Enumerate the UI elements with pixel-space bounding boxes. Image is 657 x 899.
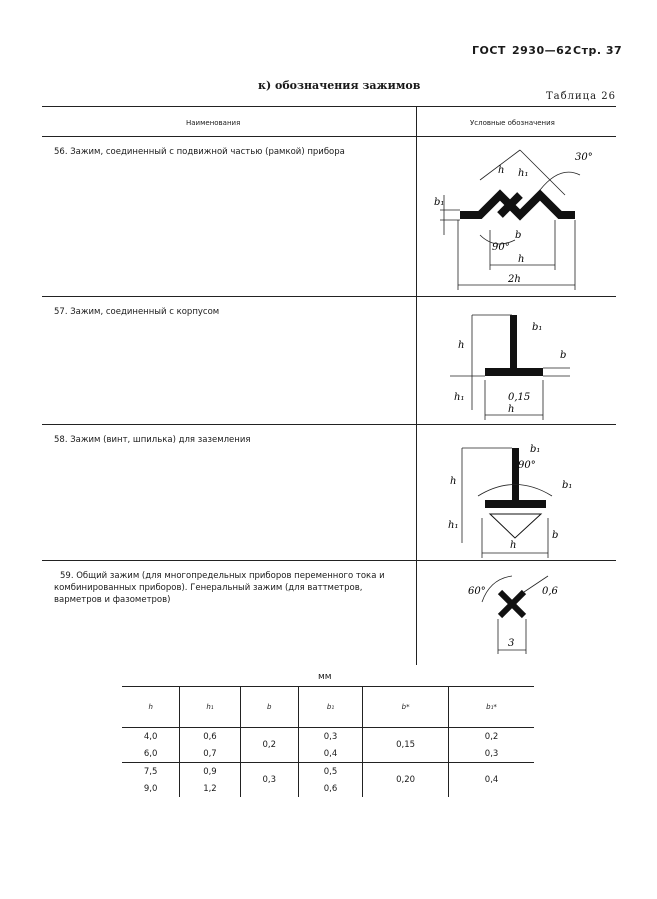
- row-59-text: 59. Общий зажим (для многопредельных приборов переменного тока и комбинированных приборов). Генеральный зажим (для ваттметров, варметров и фазометров): [54, 571, 385, 605]
- th-b-star: b*: [363, 687, 449, 728]
- d57-h: h: [458, 340, 465, 351]
- d58-angle90: 90°: [518, 460, 536, 471]
- clamp-housing-drawing: [420, 300, 616, 422]
- gost-label: ГОСТ: [472, 44, 506, 57]
- row-57-text: 57. Зажим, соединенный с корпусом: [54, 307, 220, 317]
- d56-b1: b₁: [434, 197, 445, 208]
- cell-b1: 0,4: [298, 745, 362, 763]
- cell-b1: 0,5: [298, 763, 362, 781]
- row-divider: [42, 424, 616, 425]
- d58-b1-right: b₁: [562, 480, 573, 491]
- d58-b: b: [552, 530, 559, 541]
- row-58-text: 58. Зажим (винт, шпилька) для заземления: [54, 435, 251, 445]
- cell-b1-star: 0,2: [449, 728, 534, 746]
- d58-h1: h₁: [448, 520, 459, 531]
- d59-three: 3: [508, 638, 515, 649]
- d57-h-bottom: h: [508, 404, 515, 415]
- row-divider: [42, 296, 616, 297]
- table-header-border: [42, 136, 616, 137]
- cell-b-star: 0,20: [363, 763, 449, 798]
- cell-b1-star: 0,3: [449, 745, 534, 763]
- table-row: [122, 745, 534, 763]
- d56-h: h: [498, 165, 505, 176]
- cell-h1: 0,6: [180, 728, 240, 746]
- cell-h: 7,5: [143, 766, 158, 777]
- th-h1: h₁: [180, 687, 240, 728]
- row-56-text: 56. Зажим, соединенный с подвижной частью (рамкой) прибора: [54, 147, 345, 157]
- cell-b: 0,2: [240, 728, 298, 763]
- table-top-border: [42, 106, 616, 107]
- th-b1-star: b₁*: [449, 687, 534, 728]
- cell-h1: 0,9: [180, 763, 240, 781]
- table-label: Таблица 26: [546, 91, 616, 102]
- d56-h-bottom: h: [518, 254, 525, 265]
- table-column-divider: [416, 107, 417, 665]
- th-b: b: [240, 687, 298, 728]
- cell-h1: 1,2: [180, 780, 240, 797]
- mm-unit-label: мм: [318, 672, 332, 682]
- d59-val: 0,6: [542, 586, 558, 597]
- cell-h1: 0,7: [180, 745, 240, 763]
- d58-b1: b₁: [530, 444, 541, 455]
- d58-h-bottom: h: [510, 540, 517, 551]
- d56-h1: h₁: [518, 168, 529, 179]
- table-row: [122, 687, 534, 728]
- cell-b1: 0,6: [298, 780, 362, 797]
- clamp-ground-drawing: [420, 428, 616, 560]
- d56-2h: 2h: [508, 274, 521, 285]
- table-row: [122, 763, 534, 781]
- table-row: [122, 728, 534, 746]
- d57-b: b: [560, 350, 567, 361]
- th-h: h: [148, 703, 153, 711]
- d56-angle90: 90°: [492, 242, 510, 253]
- th-b1: b₁: [298, 687, 362, 728]
- gost-number: 2930—62: [512, 44, 573, 57]
- cell-b1-star: 0,4: [449, 763, 534, 798]
- cell-b: 0,3: [240, 763, 298, 798]
- clamp-moving-part-drawing: [420, 140, 616, 295]
- cell-h: 6,0: [143, 748, 158, 759]
- d57-b1: b₁: [532, 322, 543, 333]
- d57-val: 0,15: [508, 392, 531, 403]
- d57-h1: h₁: [454, 392, 465, 403]
- cell-h: 9,0: [143, 783, 158, 794]
- d56-b: b: [515, 230, 522, 241]
- page-number: Стр. 37: [573, 44, 623, 57]
- section-title: к) обозначения зажимов: [258, 79, 421, 92]
- cell-h: 4,0: [143, 731, 158, 742]
- column-header-name: Наименования: [186, 119, 241, 127]
- column-header-symbol: Условные обозначения: [470, 119, 555, 127]
- common-clamp-drawing: [420, 564, 616, 664]
- row-divider: [42, 560, 616, 561]
- cell-b-star: 0,15: [363, 728, 449, 763]
- cell-b1: 0,3: [298, 728, 362, 746]
- d58-h: h: [450, 476, 457, 487]
- d56-angle30: 30°: [575, 152, 593, 163]
- d59-angle60: 60°: [468, 586, 486, 597]
- dimensions-table: [122, 687, 534, 797]
